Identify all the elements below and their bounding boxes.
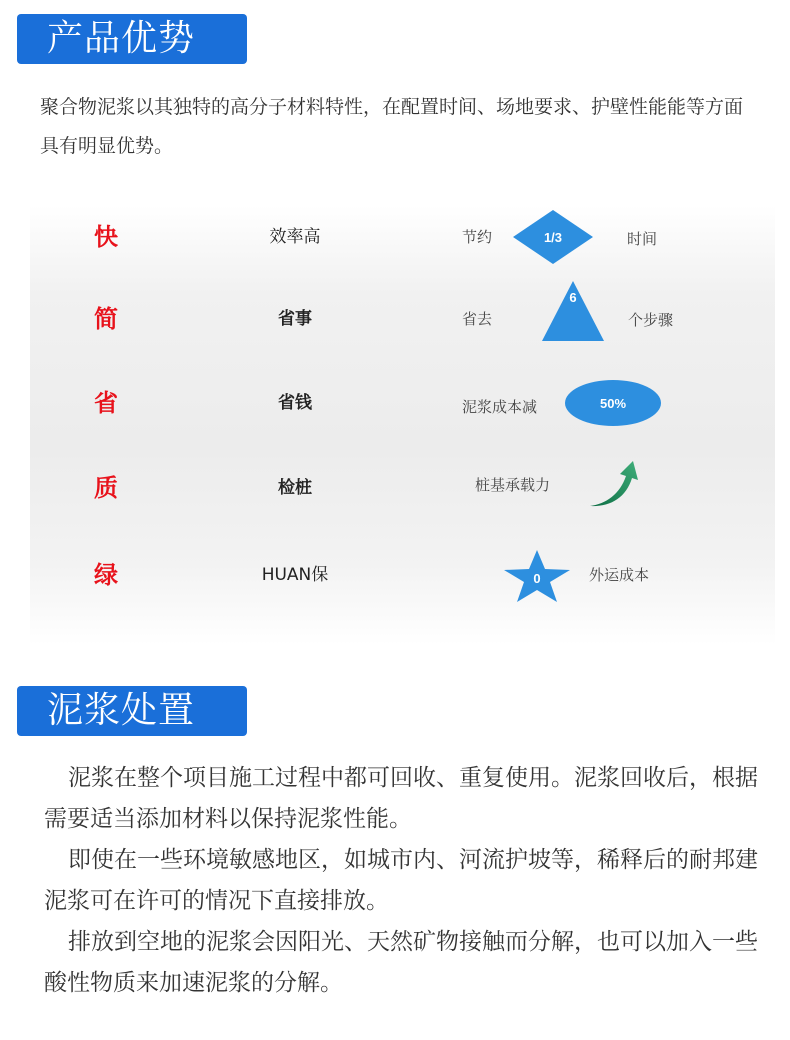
diamond-icon <box>512 209 594 265</box>
disposal-paragraph: 泥浆在整个项目施工过程中都可回收、重复使用。泥浆回收后，根据需要适当添加材料以保持泥浆性能。 <box>44 765 758 832</box>
advantage-suffix: 时间 <box>627 230 658 248</box>
ellipse-value: 50% <box>599 395 627 411</box>
advantage-key: 质 <box>94 473 118 502</box>
advantage-prefix: 节约 <box>462 228 493 246</box>
advantage-prefix: 省去 <box>462 310 493 328</box>
section-title-advantages: 产品优势 <box>17 14 247 64</box>
advantage-suffix: 个步骤 <box>628 311 674 329</box>
advantage-row-simple <box>0 289 790 349</box>
advantage-row-fast <box>0 207 790 267</box>
advantage-key: 绿 <box>94 560 118 589</box>
advantage-prefix: 桩基承载力 <box>475 476 551 494</box>
advantage-suffix: 外运成本 <box>589 566 650 584</box>
diamond-value: 1/3 <box>543 229 563 245</box>
advantage-label: 检桩 <box>278 478 312 498</box>
disposal-paragraph: 排放到空地的泥浆会因阳光、天然矿物接触而分解，也可以加入一些酸性物质来加速泥浆的分解。 <box>44 929 758 996</box>
advantage-key: 简 <box>94 304 118 333</box>
arrow-up-icon <box>588 460 640 508</box>
triangle-value: 6 <box>569 289 577 305</box>
advantage-label: 省钱 <box>278 393 312 413</box>
advantage-key: 省 <box>94 388 118 417</box>
advantage-key: 快 <box>94 222 118 251</box>
triangle-icon <box>541 279 605 343</box>
advantage-row-green <box>0 545 790 605</box>
disposal-paragraph: 即使在一些环境敏感地区，如城市内、河流护坡等，稀释后的耐邦建泥浆可在许可的情况下直接排放。 <box>44 847 758 914</box>
advantage-label: 效率高 <box>269 227 321 247</box>
intro-paragraph: 聚合物泥浆以其独特的高分子材料特性，在配置时间、场地要求、护壁性能能等方面具有明显优势。 <box>40 96 744 157</box>
advantage-label: 省事 <box>278 309 312 329</box>
ellipse-icon <box>564 379 662 427</box>
section-title-disposal: 泥浆处置 <box>17 686 247 736</box>
advantage-row-save <box>0 373 790 433</box>
star-icon <box>502 549 572 603</box>
advantage-prefix: 泥浆成本减 <box>462 398 538 416</box>
advantage-row-quality <box>0 458 790 518</box>
advantage-label: HUAN保 <box>261 565 329 585</box>
disposal-text <box>44 758 764 1004</box>
star-value: 0 <box>533 570 541 586</box>
